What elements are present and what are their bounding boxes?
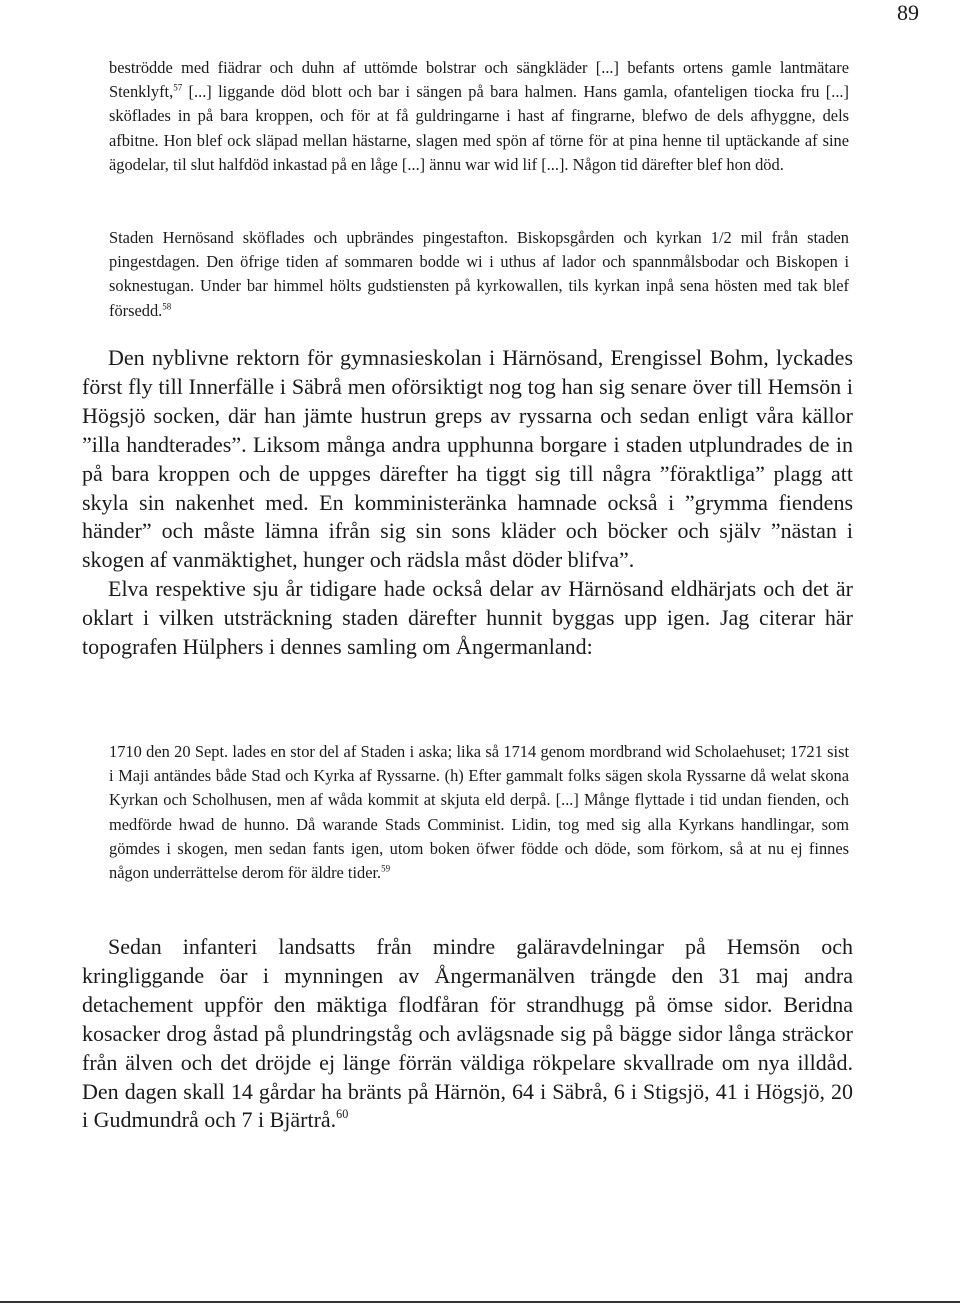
body-paragraph: Den nyblivne rektorn för gymnasieskolan i Härnösand, Erengissel Bohm, lyckades först fly till Innerfälle i Säbrå men oförsiktigt nog tog han sig senare över till Hemsön i Högsjö socken, där han jämte hustrun greps av ryssarna och sedan enligt våra källor ”illa handterades”. Liksom många andra upphunna borgare i staden utplundrades de in på bara kroppen och de uppges därefter ha tiggt sig till några ”föraktliga” plagg att skyla sin nakenhet med. En komministeränka hamnade också i ”grymma fiendens händer” och måste lämna ifrån sig sin sons kläder och böcker och själv ”nästan i skogen af vanmäktighet, hunger och rädsla måst döder blifva”. <box>82 345 853 573</box>
footnote-marker: 57 <box>173 82 183 93</box>
quote-paragraph <box>109 56 849 177</box>
fraction: 1/2 <box>710 228 732 247</box>
footnote-marker: 60 <box>336 1107 349 1122</box>
footnote-marker: 58 <box>162 300 172 311</box>
quote-text: beströdde med fiädrar och duhn af uttömde bolstrar och sängkläder [...] befants ortens gamle lantmätare Stenklyft, <box>109 58 849 102</box>
body-section-1 <box>82 344 853 662</box>
page-number: 89 <box>897 0 919 25</box>
body-text: Sedan infanteri landsatts från mindre galäravdelningar på Hemsön och kringliggande öar i mynningen av Ångermanälven trängde den 31 maj andra detachement uppför den mäktiga flodfåran för strandhugg på ömse sidor. Beridna kosacker drog åstad på plundringståg och avlägsnade sig på bägge sidor långa sträckor från älven och det dröjde ej länge förrän väldiga rökpelare skvallrade om nya illdåd. Den dagen skall 14 gårdar ha bränts på Härnön, 64 i Säbrå, 6 i Stigsjö, 41 i Högsjö, 20 i Gudmundrå och 7 i Bjärtrå. <box>82 934 853 1133</box>
block-quote-3 <box>109 740 849 885</box>
body-paragraph: Elva respektive sju år tidigare hade också delar av Härnösand eldhärjats och det är oklart i vilken utsträckning staden därefter hunnit byggas upp igen. Jag citerar här topografen Hülphers i dennes samling om Ångermanland: <box>82 576 853 660</box>
quote-text: 1710 den 20 Sept. lades en stor del af Staden i aska; lika så 1714 genom mordbrand wid Scholaehuset; 1721 sist i Maji antändes både Stad och Kyrka af Ryssarne. (h) Efter gammalt folks sägen skola Ryssarne då welat skona Kyrkan och Scholhusen, men af wåda kommit at skjuta eld derpå. [...] Månge flyttade i tid undan fienden, och medförde hwad de hunno. Då warande Stads Comminist. Lidin, tog med sig alla Kyrkans handlingar, som gömdes i skogen, men sedan fants igen, utom boken öfwer födde och döde, som förkom, så at nu ej finnes någon underrättelse derom för äldre tider. <box>109 742 849 883</box>
footer-rule <box>0 1301 960 1303</box>
quote-text: mil från staden pingestdagen. Den öfrige tiden af sommaren bodde wi i uthus af lador och spannmålsbodar och Biskopen i soknestugan. Under bar himmel hölts gudstiensten på kyrkowallen, tils kyrkan inpå sena hösten med tak blef försedd. <box>109 228 849 320</box>
quote-paragraph <box>109 740 849 885</box>
body-paragraph <box>82 933 853 1135</box>
quote-text: [...] liggande död blott och bar i sängen på bara halmen. Hans gamla, ofanteligen tiocka fru [...] sköflades in på bara kroppen, och för at få guldringarne i hast af fingrarne, blefwo de dels afhyggne, dels afbitne. Hon blef ock släpad mellan hästarne, slagen med spön af törne för at pina henne til uptäckande af sine ägodelar, til slut halfdöd inkastad på en låge [...] ännu war wid lif [...]. Någon tid därefter blef hon död. <box>109 82 849 174</box>
quote-paragraph <box>109 226 849 323</box>
body-section-2 <box>82 933 853 1135</box>
footnote-marker: 59 <box>381 863 391 874</box>
block-quote-2 <box>109 226 849 323</box>
quote-text: Staden Hernösand sköflades och upbrändes pingestafton. Biskopsgården och kyrkan <box>109 228 711 247</box>
block-quote-1 <box>109 56 849 177</box>
